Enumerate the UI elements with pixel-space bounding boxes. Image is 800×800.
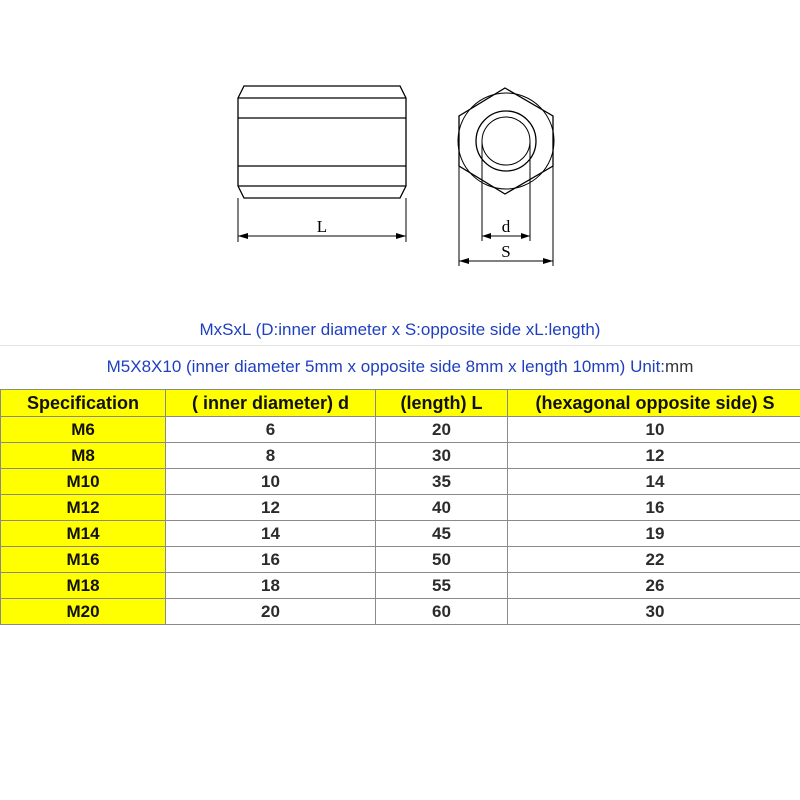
cell-inner-diameter: 8 [166,443,376,469]
table-row [1,573,800,599]
header-specification: Specification [1,390,166,417]
cell-opposite-side: 10 [508,417,800,443]
cell-inner-diameter: 10 [166,469,376,495]
cell-inner-diameter: 20 [166,599,376,625]
table-row [1,495,800,521]
header-inner-diameter: ( inner diameter) d [166,390,376,417]
cell-specification: M18 [1,573,166,599]
opposite-side-label: S [501,242,511,261]
table-row [1,417,800,443]
table-row [1,599,800,625]
length-label: L [316,217,328,236]
cell-specification: M8 [1,443,166,469]
cell-inner-diameter: 18 [166,573,376,599]
inner-diameter-label: d [501,217,511,236]
cell-length: 35 [376,469,508,495]
cell-length: 50 [376,547,508,573]
cell-inner-diameter: 14 [166,521,376,547]
cell-specification: M12 [1,495,166,521]
end-view [458,88,554,194]
header-opposite-side: (hexagonal opposite side) S [508,390,800,417]
side-view [238,86,406,198]
hex-coupling-nut-drawing [0,0,800,300]
specification-table [0,389,800,625]
cell-specification: M20 [1,599,166,625]
example-caption [0,357,800,377]
table-row [1,469,800,495]
cell-opposite-side: 16 [508,495,800,521]
table-row [1,547,800,573]
cell-specification: M14 [1,521,166,547]
cell-length: 30 [376,443,508,469]
cell-length: 55 [376,573,508,599]
cell-length: 45 [376,521,508,547]
cell-opposite-side: 26 [508,573,800,599]
table-row [1,443,800,469]
cell-specification: M10 [1,469,166,495]
table-header-row [1,390,800,417]
divider [0,345,800,346]
cell-length: 40 [376,495,508,521]
size-format-caption: MxSxL (D:inner diameter x S:opposite side xL:length) [199,320,601,339]
cell-opposite-side: 22 [508,547,800,573]
cell-length: 60 [376,599,508,625]
unit-value: mm [665,357,694,376]
cell-specification: M16 [1,547,166,573]
cell-inner-diameter: 16 [166,547,376,573]
table-row [1,521,800,547]
cell-inner-diameter: 12 [166,495,376,521]
cell-inner-diameter: 6 [166,417,376,443]
cell-opposite-side: 12 [508,443,800,469]
example-caption-text: M5X8X10 (inner diameter 5mm x opposite side 8mm x length 10mm) Unit: [106,357,666,376]
cell-specification: M6 [1,417,166,443]
cell-opposite-side: 30 [508,599,800,625]
cell-length: 20 [376,417,508,443]
cell-opposite-side: 14 [508,469,800,495]
header-length: (length) L [376,390,508,417]
cell-opposite-side: 19 [508,521,800,547]
